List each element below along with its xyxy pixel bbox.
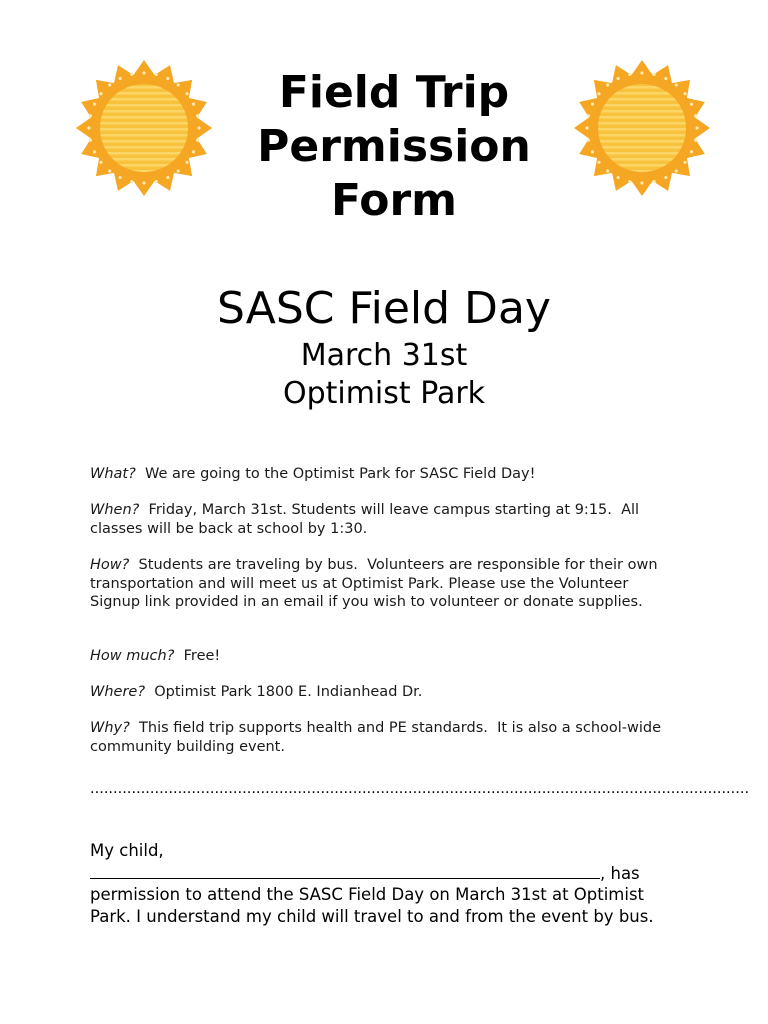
sun-dot: [675, 169, 678, 172]
sun-dot: [690, 150, 693, 153]
sun-stripe: [592, 146, 692, 149]
where-label: Where?: [90, 684, 146, 700]
sun-dot: [177, 83, 180, 86]
sun-dot: [664, 77, 667, 80]
detail-where: [90, 683, 680, 702]
sun-dot: [591, 150, 594, 153]
sun-stripe: [94, 152, 194, 155]
sun-stripe: [94, 146, 194, 149]
sun-left-icon: [74, 58, 214, 198]
sun-dot: [617, 77, 620, 80]
sun-dot: [130, 73, 133, 76]
sun-dot: [166, 77, 169, 80]
sun-dot: [591, 103, 594, 106]
sun-stripe: [592, 122, 692, 125]
event-date: March 31st: [300, 338, 468, 373]
howmuch-label: How much?: [90, 648, 175, 664]
detail-what: [90, 465, 680, 484]
permission-lead: My child,: [90, 841, 164, 860]
sun-stripe: [94, 104, 194, 107]
sun-dot: [617, 176, 620, 179]
sun-dot: [99, 92, 102, 95]
sun-stripe: [94, 128, 194, 131]
sun-dot: [597, 161, 600, 164]
sun-dot: [93, 150, 96, 153]
sun-stripe: [94, 134, 194, 137]
cut-line-divider: ...............................................................................................................................................: [90, 781, 750, 797]
permission-statement: [90, 840, 680, 927]
sun-dot: [683, 92, 686, 95]
sun-dot: [585, 126, 588, 129]
sun-dot: [196, 139, 199, 142]
detail-how-much: [90, 647, 680, 666]
sun-dot: [185, 161, 188, 164]
sun-dot: [108, 83, 111, 86]
sun-dot: [694, 114, 697, 117]
sun-dot: [99, 161, 102, 164]
sun-dot: [640, 71, 643, 74]
sun-dot: [694, 139, 697, 142]
how-label: How?: [90, 557, 130, 573]
sun-dot: [119, 176, 122, 179]
title-line-3: Form: [330, 175, 458, 226]
event-name: SASC Field Day: [217, 283, 551, 334]
sun-dot: [108, 169, 111, 172]
sun-stripe: [94, 140, 194, 143]
sun-dot: [155, 73, 158, 76]
sun-dot: [597, 92, 600, 95]
title-line-1: Field Trip: [278, 67, 510, 118]
sun-right-icon: [572, 58, 712, 198]
permission-text: , has permission to attend the SASC Field Day on March 31st at Optimist Park. I understand my child will travel to and from the event by bus.: [90, 863, 654, 926]
sun-stripe: [94, 116, 194, 119]
sun-dot: [166, 176, 169, 179]
sun-dot: [185, 92, 188, 95]
event-place: Optimist Park: [282, 376, 486, 411]
sun-stripe: [592, 134, 692, 137]
where-text: Optimist Park 1800 E. Indianhead Dr.: [145, 684, 423, 700]
detail-how: [90, 556, 680, 612]
sun-dot: [675, 83, 678, 86]
sun-stripe: [592, 140, 692, 143]
sun-dot: [653, 73, 656, 76]
child-name-blank[interactable]: [90, 862, 600, 879]
sun-dot: [587, 114, 590, 117]
what-label: What?: [90, 466, 136, 482]
when-text: Friday, March 31st. Students will leave campus starting at 9:15. All classes will be back at school by 1:30.: [90, 502, 644, 537]
title-line-2: Permission: [257, 121, 531, 172]
sun-stripe: [94, 122, 194, 125]
sun-stripe: [592, 104, 692, 107]
sun-dot: [192, 150, 195, 153]
what-text: We are going to the Optimist Park for SASC Field Day!: [135, 466, 536, 482]
why-text: This field trip supports health and PE standards. It is also a school-wide community building event.: [90, 720, 666, 755]
when-label: When?: [90, 502, 140, 518]
sun-dot: [89, 114, 92, 117]
sun-dot: [587, 139, 590, 142]
sun-stripe: [592, 116, 692, 119]
howmuch-text: Free!: [174, 648, 221, 664]
sun-dot: [628, 180, 631, 183]
sun-dot: [664, 176, 667, 179]
sun-dot: [690, 103, 693, 106]
sun-dot: [130, 180, 133, 183]
why-label: Why?: [90, 720, 130, 736]
sun-dot: [628, 73, 631, 76]
sun-dot: [142, 181, 145, 184]
sun-dot: [142, 71, 145, 74]
detail-why: [90, 719, 680, 756]
detail-when: [90, 501, 680, 538]
how-text: Students are traveling by bus. Volunteers are responsible for their own transportation and will meet us at Optimist Park. Please use the Volunteer Signup link provided in an email if you wish to volunteer or donate supplies.: [90, 557, 663, 610]
sun-dot: [640, 181, 643, 184]
sun-dot: [653, 180, 656, 183]
sun-dot: [197, 126, 200, 129]
sun-stripe: [592, 152, 692, 155]
page-title: [204, 66, 584, 228]
sun-stripe: [94, 110, 194, 113]
sun-dot: [89, 139, 92, 142]
sun-dot: [196, 114, 199, 117]
sun-dot: [606, 83, 609, 86]
sun-dot: [119, 77, 122, 80]
sun-dot: [683, 161, 686, 164]
sun-dot: [606, 169, 609, 172]
sun-dot: [87, 126, 90, 129]
sun-dot: [695, 126, 698, 129]
sun-dot: [177, 169, 180, 172]
sun-stripe: [592, 128, 692, 131]
sun-stripe: [592, 110, 692, 113]
sun-dot: [192, 103, 195, 106]
sun-dot: [93, 103, 96, 106]
sun-dot: [155, 180, 158, 183]
